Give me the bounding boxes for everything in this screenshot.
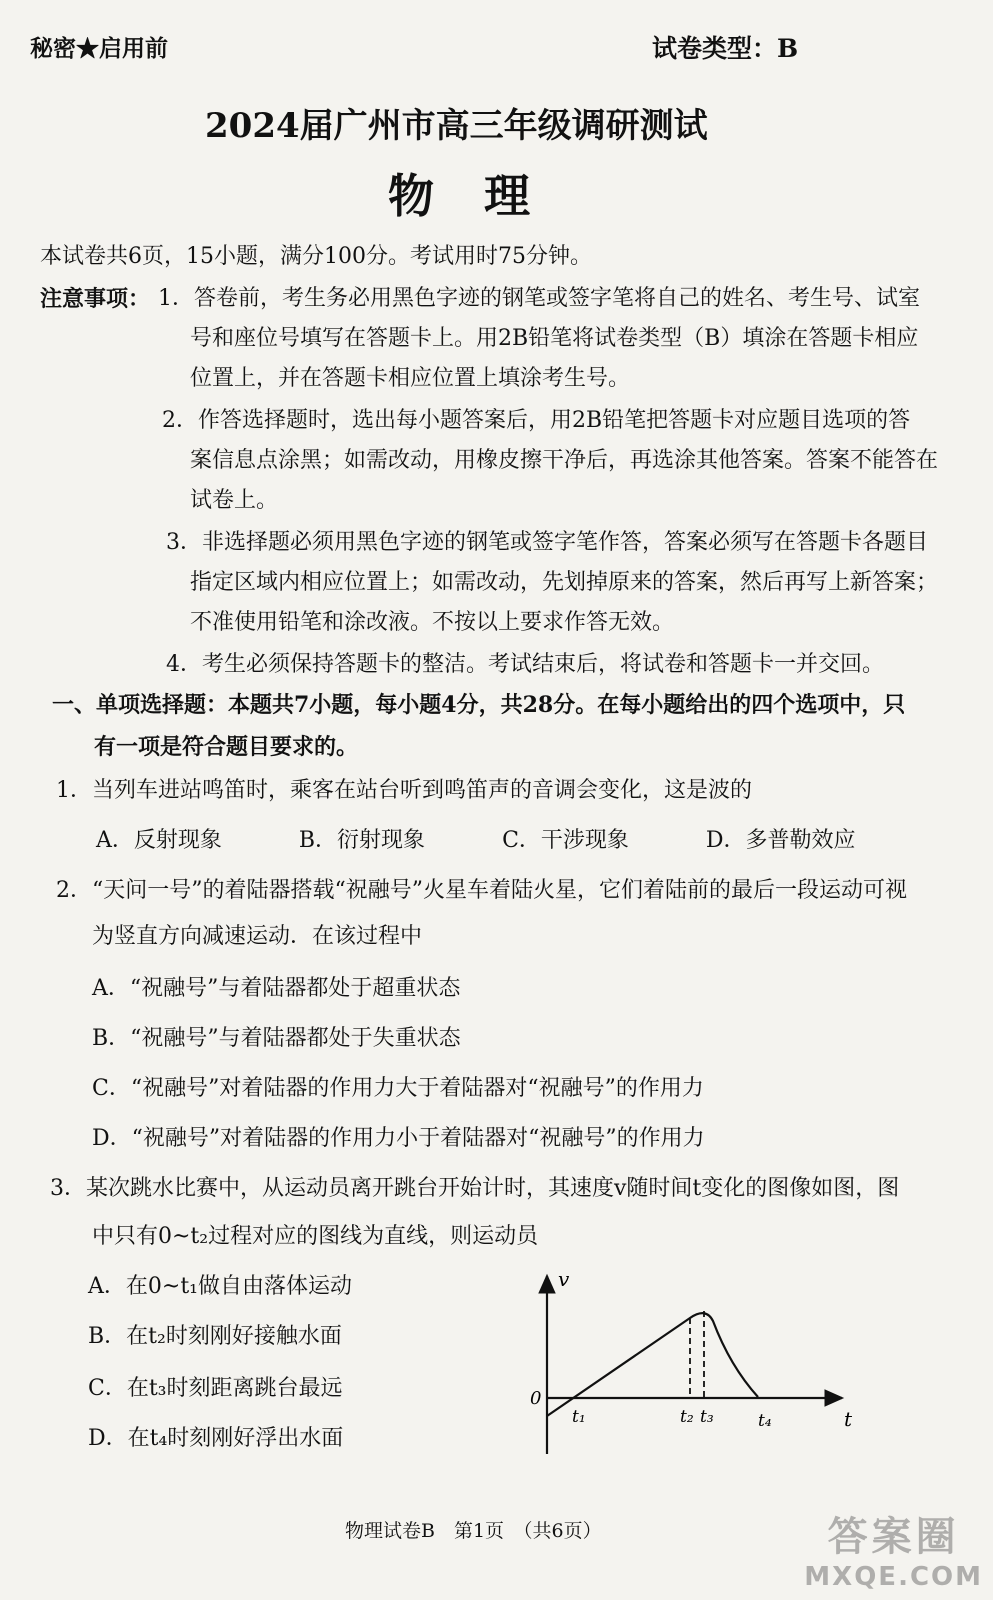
- graph-velocity-curve: [547, 1313, 758, 1416]
- q1-stem: 1．当列车进站鸣笛时，乘客在站台听到鸣笛声的音调会变化，这是波的: [56, 778, 752, 803]
- notice-3-line-3: 不准使用铅笔和涂改液。不按以上要求作答无效。: [190, 610, 675, 635]
- notice-label: 注意事项：: [40, 286, 151, 312]
- q2-option-b: B．“祝融号”与着陆器都处于失重状态: [92, 1026, 461, 1051]
- graph-tick-t3: t₃: [700, 1407, 714, 1427]
- q3-stem-line-1: 3．某次跳水比赛中，从运动员离开跳台开始计时，其速度v随时间t变化的图像如图，图: [50, 1176, 900, 1201]
- notice-2-line-2: 案信息点涂黑；如需改动，用橡皮擦干净后，再选涂其他答案。答案不能答在: [190, 448, 939, 473]
- q1-option-b: B．衍射现象: [298, 828, 426, 853]
- q1-options: [96, 826, 856, 856]
- notice-3-line-1: 3．非选择题必须用黑色字迹的钢笔或签字笔作答，答案必须写在答题卡各题目: [166, 530, 928, 555]
- q2-stem-line-1: 2．“天问一号”的着陆器搭载“祝融号”火星车着陆火星，它们着陆前的最后一段运动可视: [56, 878, 907, 903]
- watermark-line-1: 答案圈: [827, 1513, 960, 1560]
- q1-option-a: A．反射现象: [96, 828, 222, 853]
- notice-1-line-2: 号和座位号填写在答题卡上。用2B铅笔将试卷类型（B）填涂在答题卡相应: [190, 326, 919, 351]
- q3-option-c: C．在t₃时刻距离跳台最远: [88, 1376, 343, 1401]
- q2-option-a: A．“祝融号”与着陆器都处于超重状态: [92, 976, 461, 1001]
- notice-2-line-3: 试卷上。: [190, 488, 279, 513]
- watermark: [804, 1505, 983, 1592]
- notice-1-line-3: 位置上，并在答题卡相应位置上填涂考生号。: [190, 366, 631, 391]
- q3-velocity-time-graph: [520, 1266, 870, 1466]
- notice-1-line-1: 1．答卷前，考生务必用黑色字迹的钢笔或签字笔将自己的姓名、考生号、试室: [158, 286, 920, 311]
- section-1-heading: 一、单项选择题：本题共7小题，每小题4分，共28分。在每小题给出的四个选项中，只: [52, 692, 906, 718]
- notice-2-line-1: 2．作答选择题时，选出每小题答案后，用2B铅笔把答题卡对应题目选项的答: [162, 408, 911, 433]
- q3-option-b: B．在t₂时刻刚好接触水面: [88, 1324, 342, 1349]
- exam-title: 2024届广州市高三年级调研测试: [205, 106, 708, 146]
- watermark-line-2: MXQE.COM: [804, 1562, 983, 1592]
- graph-v-label: v: [558, 1267, 570, 1291]
- notice-4-line-1: 4．考生必须保持答题卡的整洁。考试结束后，将试卷和答题卡一并交回。: [166, 652, 884, 677]
- paper-type-label: 试卷类型：B: [652, 34, 799, 63]
- intro-line: 本试卷共6页，15小题，满分100分。考试用时75分钟。: [40, 244, 592, 269]
- q2-stem-line-2: 为竖直方向减速运动．在该过程中: [92, 924, 423, 949]
- q2-option-d: D．“祝融号”对着陆器的作用力小于着陆器对“祝融号”的作用力: [92, 1126, 705, 1151]
- notice-3-line-2: 指定区域内相应位置上；如需改动，先划掉原来的答案，然后再写上新答案；: [190, 570, 939, 595]
- confidential-label: 秘密★启用前: [30, 35, 168, 62]
- section-1-heading-cont: 有一项是符合题目要求的。: [94, 734, 359, 760]
- q3-option-d: D．在t₄时刻刚好浮出水面: [88, 1426, 344, 1451]
- graph-tick-t1: t₁: [572, 1407, 586, 1427]
- graph-tick-t2: t₂: [680, 1407, 694, 1427]
- graph-t-label: t: [844, 1407, 853, 1431]
- graph-origin-label: 0: [530, 1388, 542, 1409]
- q2-option-c: C．“祝融号”对着陆器的作用力大于着陆器对“祝融号”的作用力: [92, 1076, 704, 1101]
- graph-tick-t4: t₄: [758, 1411, 772, 1431]
- q1-option-d: D．多普勒效应: [705, 828, 856, 853]
- q1-option-c: C．干涉现象: [502, 828, 629, 853]
- page-footer: 物理试卷B 第1页 （共6页）: [345, 1520, 602, 1542]
- q3-stem-line-2: 中只有0~t₂过程对应的图线为直线，则运动员: [92, 1224, 539, 1249]
- subject-title: 物 理: [388, 169, 532, 223]
- q3-option-a: A．在0~t₁做自由落体运动: [88, 1274, 352, 1299]
